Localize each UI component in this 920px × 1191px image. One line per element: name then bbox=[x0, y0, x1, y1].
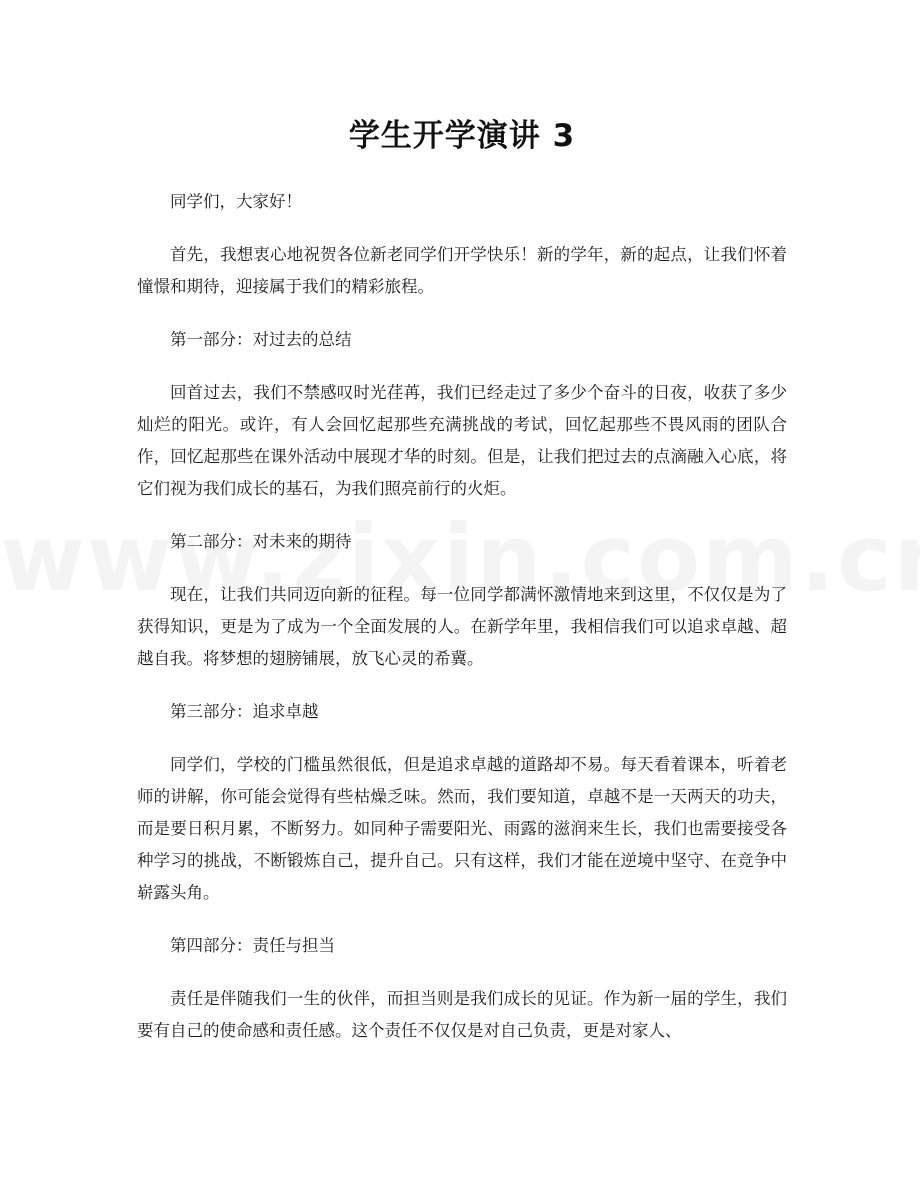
document-page bbox=[137, 0, 787, 1047]
section-heading-part-2: 第二部分：对未来的期待 bbox=[170, 532, 352, 551]
section-body-part-2: 现在，让我们共同迈向新的征程。每一位同学都满怀激情地来到这里，不仅仅是为了获得知识，更是为了成为一个全面发展的人。在新学年里，我相信我们可以追求卓越、超越自我。将梦想的翅膀铺展，放飞心灵的希冀。 bbox=[137, 585, 787, 668]
section-heading-part-4: 第四部分：责任与担当 bbox=[170, 936, 335, 955]
greeting-paragraph: 同学们，大家好！ bbox=[170, 192, 302, 211]
intro-paragraph: 首先，我想衷心地祝贺各位新老同学们开学快乐！新的学年，新的起点，让我们怀着憧憬和期待，迎接属于我们的精彩旅程。 bbox=[137, 245, 787, 296]
section-heading-part-1: 第一部分：对过去的总结 bbox=[170, 330, 352, 349]
document-title: 学生开学演讲 3 bbox=[348, 118, 576, 154]
section-heading-part-3: 第三部分：追求卓越 bbox=[170, 702, 319, 721]
section-body-part-4: 责任是伴随我们一生的伙伴，而担当则是我们成长的见证。作为新一届的学生，我们要有自己的使命感和责任感。这个责任不仅仅是对自己负责，更是对家人、 bbox=[137, 989, 787, 1040]
section-body-part-3: 同学们，学校的门槛虽然很低，但是追求卓越的道路却不易。每天看着课本，听着老师的讲解，你可能会觉得有些枯燥乏味。然而，我们要知道，卓越不是一天两天的功夫，而是要日积月累，不断努力。如同种子需要阳光、雨露的滋润来生长，我们也需要接受各种学习的挑战，不断锻炼自己，提升自己。只有这样，我们才能在逆境中坚守、在竞争中崭露头角。 bbox=[137, 755, 787, 902]
section-body-part-1: 回首过去，我们不禁感叹时光荏苒，我们已经走过了多少个奋斗的日夜，收获了多少灿烂的阳光。或许，有人会回忆起那些充满挑战的考试，回忆起那些不畏风雨的团队合作，回忆起那些在课外活动中展现才华的时刻。但是，让我们把过去的点滴融入心底，将它们视为我们成长的基石，为我们照亮前行的火炬。 bbox=[137, 383, 787, 498]
